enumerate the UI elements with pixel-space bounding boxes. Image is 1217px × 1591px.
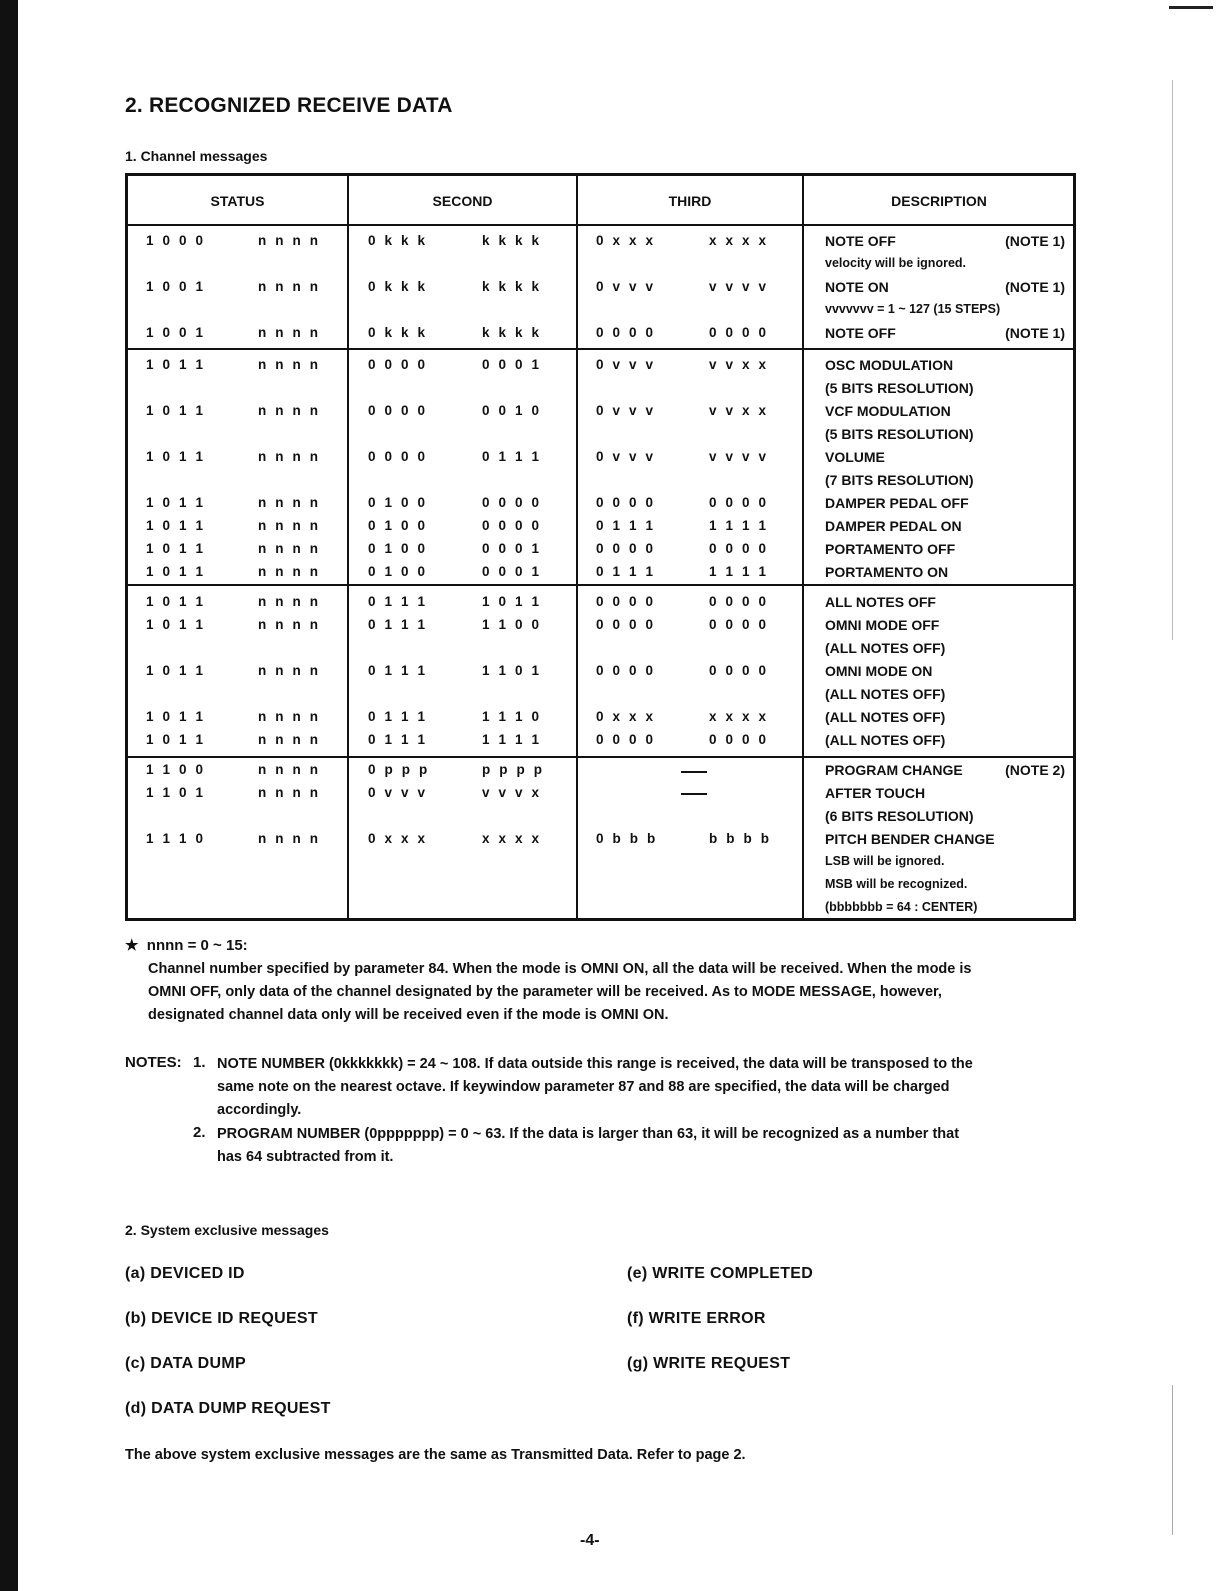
table-row xyxy=(128,686,1073,709)
third-lo-bits: 0 0 0 0 xyxy=(709,663,767,678)
status-hi-bits: 1 1 0 1 xyxy=(146,785,204,800)
status-hi-bits: 1 0 0 0 xyxy=(146,233,204,248)
description-label: (5 BITS RESOLUTION) xyxy=(825,380,974,396)
second-hi-bits: 0 1 1 1 xyxy=(368,617,426,632)
corner-mark xyxy=(1169,6,1213,9)
table-row xyxy=(128,663,1073,686)
third-lo-bits: 0 0 0 0 xyxy=(709,495,767,510)
status-hi-bits: 1 0 1 1 xyxy=(146,564,204,579)
second-lo-bits: 1 1 0 1 xyxy=(482,663,540,678)
description-label: ALL NOTES OFF xyxy=(825,594,936,610)
table-row xyxy=(128,380,1073,403)
second-lo-bits: 0 0 1 0 xyxy=(482,403,540,418)
status-lo-bits: n n n n xyxy=(258,709,319,724)
status-hi-bits: 1 0 0 1 xyxy=(146,279,204,294)
second-hi-bits: 0 1 1 1 xyxy=(368,732,426,747)
description-text xyxy=(825,518,1065,534)
third-hi-bits: 0 0 0 0 xyxy=(596,663,654,678)
description-note-ref: (NOTE 1) xyxy=(1005,325,1065,341)
description-label: PORTAMENTO OFF xyxy=(825,541,956,557)
status-hi-bits: 1 0 0 1 xyxy=(146,325,204,340)
footnote-lead: nnnn = 0 ~ 15: xyxy=(146,937,248,954)
description-text xyxy=(825,686,1065,702)
third-hi-bits: 0 0 0 0 xyxy=(596,594,654,609)
description-label: DAMPER PEDAL ON xyxy=(825,518,962,534)
description-text xyxy=(825,854,1065,868)
status-lo-bits: n n n n xyxy=(258,732,319,747)
description-label: (ALL NOTES OFF) xyxy=(825,640,946,656)
description-label: (ALL NOTES OFF) xyxy=(825,709,946,725)
description-text xyxy=(825,495,1065,511)
third-hi-bits: 0 v v v xyxy=(596,357,654,372)
header-divider xyxy=(128,224,1073,226)
third-lo-bits: 0 0 0 0 xyxy=(709,541,767,556)
second-lo-bits: k k k k xyxy=(482,325,540,340)
group-divider xyxy=(128,348,1073,350)
third-hi-bits: 0 x x x xyxy=(596,233,654,248)
table-row xyxy=(128,762,1073,785)
system-item: (c) DATA DUMP xyxy=(125,1355,246,1372)
second-hi-bits: 0 1 0 0 xyxy=(368,495,426,510)
third-hi-bits: 0 x x x xyxy=(596,709,654,724)
status-hi-bits: 1 0 1 1 xyxy=(146,541,204,556)
description-label: PROGRAM CHANGE xyxy=(825,762,963,778)
table-row xyxy=(128,495,1073,518)
third-lo-bits: 0 0 0 0 xyxy=(709,594,767,609)
description-text xyxy=(825,732,1065,748)
system-heading: 2. System exclusive messages xyxy=(125,1222,329,1238)
status-hi-bits: 1 1 1 0 xyxy=(146,831,204,846)
table-row xyxy=(128,785,1073,808)
note-number: 1. xyxy=(193,1054,206,1071)
second-hi-bits: 0 k k k xyxy=(368,325,426,340)
status-lo-bits: n n n n xyxy=(258,541,319,556)
description-text xyxy=(825,325,1065,341)
table-row xyxy=(128,617,1073,640)
description-text xyxy=(825,302,1065,316)
table-row xyxy=(128,877,1073,900)
description-label: MSB will be recognized. xyxy=(825,877,968,891)
status-lo-bits: n n n n xyxy=(258,233,319,248)
third-lo-bits: x x x x xyxy=(709,233,767,248)
status-hi-bits: 1 0 1 1 xyxy=(146,732,204,747)
description-label: AFTER TOUCH xyxy=(825,785,926,801)
second-lo-bits: k k k k xyxy=(482,279,540,294)
third-hi-bits: 0 0 0 0 xyxy=(596,617,654,632)
system-item: (f) WRITE ERROR xyxy=(627,1310,766,1327)
status-lo-bits: n n n n xyxy=(258,831,319,846)
description-label: OMNI MODE ON xyxy=(825,663,933,679)
description-text xyxy=(825,831,1065,847)
status-hi-bits: 1 0 1 1 xyxy=(146,709,204,724)
status-lo-bits: n n n n xyxy=(258,495,319,510)
description-label: DAMPER PEDAL OFF xyxy=(825,495,969,511)
description-text xyxy=(825,808,1065,824)
table-row xyxy=(128,594,1073,617)
table-row xyxy=(128,900,1073,923)
third-hi-bits: 0 1 1 1 xyxy=(596,518,654,533)
system-item: (a) DEVICED ID xyxy=(125,1265,245,1282)
footnote-star: ★ nnnn = 0 ~ 15: xyxy=(125,937,248,954)
status-lo-bits: n n n n xyxy=(258,518,319,533)
table-row xyxy=(128,709,1073,732)
description-label: NOTE OFF xyxy=(825,233,896,249)
system-item: (e) WRITE COMPLETED xyxy=(627,1265,814,1282)
description-text xyxy=(825,380,1065,396)
description-label: velocity will be ignored. xyxy=(825,256,967,270)
table-row xyxy=(128,449,1073,472)
second-lo-bits: 0 0 0 0 xyxy=(482,495,540,510)
status-lo-bits: n n n n xyxy=(258,785,319,800)
notes-label: NOTES: xyxy=(125,1054,182,1071)
section-heading: 1. Channel messages xyxy=(125,148,268,164)
third-lo-bits: v v v v xyxy=(709,279,767,294)
system-footer: The above system exclusive messages are the same as Transmitted Data. Refer to page 2. xyxy=(125,1447,746,1463)
description-text xyxy=(825,594,1065,610)
third-lo-bits: 0 0 0 0 xyxy=(709,325,767,340)
third-lo-bits: 0 0 0 0 xyxy=(709,617,767,632)
description-label: VCF MODULATION xyxy=(825,403,951,419)
second-hi-bits: 0 0 0 0 xyxy=(368,403,426,418)
footnote-line: designated channel data only will be received even if the mode is OMNI ON. xyxy=(148,1007,669,1023)
second-lo-bits: 1 1 1 0 xyxy=(482,709,540,724)
description-text xyxy=(825,357,1065,373)
status-lo-bits: n n n n xyxy=(258,325,319,340)
description-text xyxy=(825,564,1065,580)
description-text xyxy=(825,233,1065,249)
second-lo-bits: 0 0 0 0 xyxy=(482,518,540,533)
second-hi-bits: 0 x x x xyxy=(368,831,426,846)
table-row xyxy=(128,357,1073,380)
second-hi-bits: 0 1 1 1 xyxy=(368,663,426,678)
third-hi-bits: 0 b b b xyxy=(596,831,656,846)
header-description: DESCRIPTION xyxy=(891,193,987,209)
description-text xyxy=(825,426,1065,442)
second-lo-bits: v v v x xyxy=(482,785,540,800)
description-text xyxy=(825,472,1065,488)
description-label: OMNI MODE OFF xyxy=(825,617,940,633)
second-hi-bits: 0 k k k xyxy=(368,279,426,294)
description-label: LSB will be ignored. xyxy=(825,854,945,868)
header-status: STATUS xyxy=(210,193,265,209)
status-hi-bits: 1 1 0 0 xyxy=(146,762,204,777)
third-lo-bits: 1 1 1 1 xyxy=(709,564,767,579)
third-lo-bits: v v x x xyxy=(709,357,767,372)
second-lo-bits: x x x x xyxy=(482,831,540,846)
third-hi-bits: 0 v v v xyxy=(596,403,654,418)
table-row xyxy=(128,640,1073,663)
second-hi-bits: 0 1 1 1 xyxy=(368,594,426,609)
description-text xyxy=(825,617,1065,633)
note-line: has 64 subtracted from it. xyxy=(217,1149,394,1165)
status-lo-bits: n n n n xyxy=(258,279,319,294)
margin-line xyxy=(1172,80,1173,640)
header-third: THIRD xyxy=(668,193,712,209)
third-lo-bits: v v x x xyxy=(709,403,767,418)
table-row xyxy=(128,472,1073,495)
second-hi-bits: 0 1 0 0 xyxy=(368,564,426,579)
table-row xyxy=(128,233,1073,256)
third-lo-bits: 0 0 0 0 xyxy=(709,732,767,747)
description-text xyxy=(825,785,1065,801)
status-lo-bits: n n n n xyxy=(258,594,319,609)
table-row xyxy=(128,831,1073,854)
third-lo-bits: v v v v xyxy=(709,449,767,464)
second-hi-bits: 0 p p p xyxy=(368,762,428,777)
footnote-line: OMNI OFF, only data of the channel designated by the parameter will be received. As to MODE MESSAGE, however, xyxy=(148,984,942,1000)
description-text xyxy=(825,709,1065,725)
table-row xyxy=(128,732,1073,755)
table-row xyxy=(128,808,1073,831)
table-row xyxy=(128,279,1073,302)
channel-messages-table xyxy=(125,173,1076,921)
third-hi-bits: 0 0 0 0 xyxy=(596,541,654,556)
third-hi-bits: 0 0 0 0 xyxy=(596,325,654,340)
table-row xyxy=(128,325,1073,348)
description-label: (ALL NOTES OFF) xyxy=(825,686,946,702)
status-lo-bits: n n n n xyxy=(258,617,319,632)
status-lo-bits: n n n n xyxy=(258,762,319,777)
second-lo-bits: 0 1 1 1 xyxy=(482,449,540,464)
second-lo-bits: 1 0 1 1 xyxy=(482,594,540,609)
table-row xyxy=(128,256,1073,279)
description-text xyxy=(825,279,1065,295)
status-hi-bits: 1 0 1 1 xyxy=(146,617,204,632)
status-hi-bits: 1 0 1 1 xyxy=(146,357,204,372)
status-lo-bits: n n n n xyxy=(258,564,319,579)
third-lo-bits: 1 1 1 1 xyxy=(709,518,767,533)
table-row xyxy=(128,403,1073,426)
description-text xyxy=(825,640,1065,656)
table-row xyxy=(128,564,1073,587)
description-label: OSC MODULATION xyxy=(825,357,954,373)
status-lo-bits: n n n n xyxy=(258,357,319,372)
table-row xyxy=(128,426,1073,449)
description-label: vvvvvvv = 1 ~ 127 (15 STEPS) xyxy=(825,302,1001,316)
binding-spine xyxy=(0,0,18,1591)
second-hi-bits: 0 k k k xyxy=(368,233,426,248)
group-divider xyxy=(128,756,1073,758)
system-item: (d) DATA DUMP REQUEST xyxy=(125,1400,331,1417)
note-line: accordingly. xyxy=(217,1102,302,1118)
description-text xyxy=(825,663,1065,679)
description-label: VOLUME xyxy=(825,449,885,465)
table-row xyxy=(128,518,1073,541)
status-hi-bits: 1 0 1 1 xyxy=(146,495,204,510)
status-hi-bits: 1 0 1 1 xyxy=(146,403,204,418)
status-lo-bits: n n n n xyxy=(258,403,319,418)
description-text xyxy=(825,403,1065,419)
third-lo-bits: x x x x xyxy=(709,709,767,724)
description-note-ref: (NOTE 1) xyxy=(1005,233,1065,249)
second-hi-bits: 0 v v v xyxy=(368,785,426,800)
note-line: NOTE NUMBER (0kkkkkkk) = 24 ~ 108. If data outside this range is received, the data will be transposed to the xyxy=(217,1056,973,1072)
table-row xyxy=(128,541,1073,564)
status-hi-bits: 1 0 1 1 xyxy=(146,518,204,533)
table-row xyxy=(128,302,1073,325)
description-text xyxy=(825,762,1065,778)
status-lo-bits: n n n n xyxy=(258,663,319,678)
second-hi-bits: 0 1 0 0 xyxy=(368,518,426,533)
header-second: SECOND xyxy=(432,193,493,209)
page-number: -4- xyxy=(580,1532,600,1549)
note-number: 2. xyxy=(193,1124,206,1141)
description-text xyxy=(825,541,1065,557)
footnote-line: Channel number specified by parameter 84. When the mode is OMNI ON, all the data will be received. When the mode is xyxy=(148,961,972,977)
description-text xyxy=(825,900,1065,914)
second-lo-bits: 0 0 0 1 xyxy=(482,541,540,556)
description-label: (7 BITS RESOLUTION) xyxy=(825,472,974,488)
second-lo-bits: p p p p xyxy=(482,762,543,777)
second-hi-bits: 0 1 1 1 xyxy=(368,709,426,724)
second-hi-bits: 0 1 0 0 xyxy=(368,541,426,556)
note-line: PROGRAM NUMBER (0ppppppp) = 0 ~ 63. If the data is larger than 63, it will be recognized as a number that xyxy=(217,1126,960,1142)
third-hi-bits: 0 0 0 0 xyxy=(596,495,654,510)
system-item: (b) DEVICE ID REQUEST xyxy=(125,1310,318,1327)
description-note-ref: (NOTE 1) xyxy=(1005,279,1065,295)
description-text xyxy=(825,256,1065,270)
description-label: (bbbbbbb = 64 : CENTER) xyxy=(825,900,978,914)
note-line: same note on the nearest octave. If keywindow parameter 87 and 88 are specified, the data will be charged xyxy=(217,1079,950,1095)
description-label: (6 BITS RESOLUTION) xyxy=(825,808,974,824)
description-label: (ALL NOTES OFF) xyxy=(825,732,946,748)
second-lo-bits: 1 1 1 1 xyxy=(482,732,540,747)
system-item: (g) WRITE REQUEST xyxy=(627,1355,791,1372)
description-text xyxy=(825,877,1065,891)
third-hi-bits: 0 1 1 1 xyxy=(596,564,654,579)
second-hi-bits: 0 0 0 0 xyxy=(368,449,426,464)
description-label: NOTE OFF xyxy=(825,325,896,341)
second-hi-bits: 0 0 0 0 xyxy=(368,357,426,372)
description-label: NOTE ON xyxy=(825,279,889,295)
page-heading: 2. RECOGNIZED RECEIVE DATA xyxy=(125,94,453,117)
description-label: (5 BITS RESOLUTION) xyxy=(825,426,974,442)
description-note-ref: (NOTE 2) xyxy=(1005,762,1065,778)
third-hi-bits: 0 v v v xyxy=(596,449,654,464)
second-lo-bits: k k k k xyxy=(482,233,540,248)
status-lo-bits: n n n n xyxy=(258,449,319,464)
description-text xyxy=(825,449,1065,465)
margin-line xyxy=(1172,1385,1173,1535)
third-hi-bits: 0 0 0 0 xyxy=(596,732,654,747)
third-lo-bits: b b b b xyxy=(709,831,770,846)
third-hi-bits: 0 v v v xyxy=(596,279,654,294)
status-hi-bits: 1 0 1 1 xyxy=(146,449,204,464)
table-row xyxy=(128,854,1073,877)
second-lo-bits: 0 0 0 1 xyxy=(482,357,540,372)
description-label: PITCH BENDER CHANGE xyxy=(825,831,995,847)
status-hi-bits: 1 0 1 1 xyxy=(146,594,204,609)
second-lo-bits: 1 1 0 0 xyxy=(482,617,540,632)
status-hi-bits: 1 0 1 1 xyxy=(146,663,204,678)
description-label: PORTAMENTO ON xyxy=(825,564,949,580)
second-lo-bits: 0 0 0 1 xyxy=(482,564,540,579)
